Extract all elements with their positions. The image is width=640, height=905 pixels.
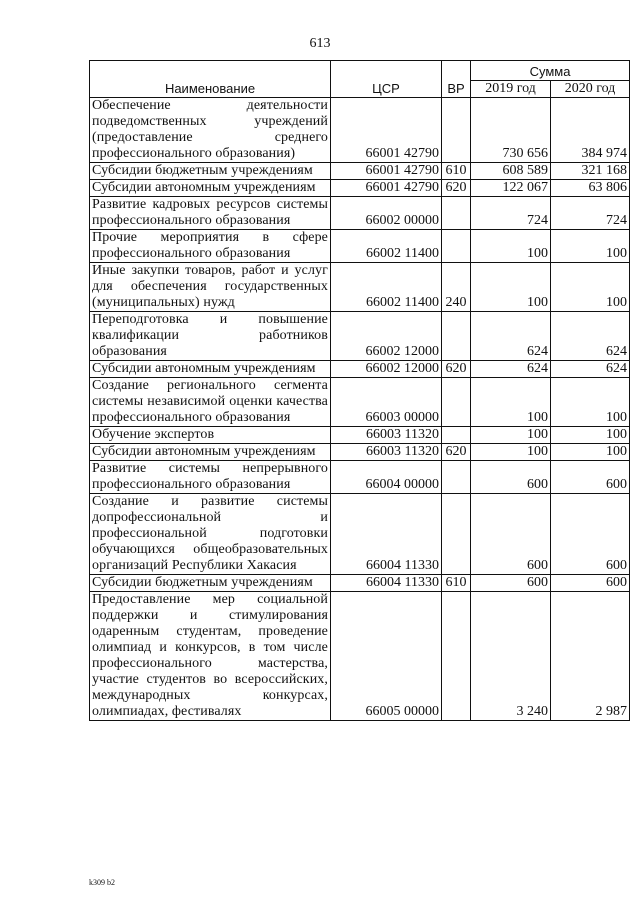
row-vr bbox=[442, 592, 471, 721]
row-csr: 66004 00000 bbox=[331, 461, 442, 494]
row-name: Предоставление мер социальной поддержки и стимулирования одаренным студентам, проведение олимпиад и конкурсов, в том числе профессионального мастерства, участие студентов во всероссийских, международных конкурсах, олимпиадах, фестивалях bbox=[90, 592, 331, 721]
row-name: Субсидии автономным учреждениям bbox=[90, 361, 331, 378]
table-row bbox=[90, 180, 630, 197]
row-name: Субсидии автономным учреждениям bbox=[90, 180, 331, 197]
header-year-2019: 2019 год bbox=[471, 80, 551, 97]
row-sum-2019: 100 bbox=[471, 427, 551, 444]
row-name: Обеспечение деятельности подведомственных учреждений (предоставление среднего профессионального образования) bbox=[90, 98, 331, 163]
row-name: Обучение экспертов bbox=[90, 427, 331, 444]
row-sum-2019: 100 bbox=[471, 263, 551, 312]
table-row bbox=[90, 427, 630, 444]
row-vr bbox=[442, 427, 471, 444]
row-sum-2019: 730 656 bbox=[471, 98, 551, 163]
budget-table bbox=[89, 60, 630, 721]
row-csr: 66003 11320 bbox=[331, 427, 442, 444]
row-sum-2020: 724 bbox=[551, 197, 630, 230]
row-sum-2020: 321 168 bbox=[551, 163, 630, 180]
page-number: 613 bbox=[309, 36, 331, 51]
row-sum-2019: 100 bbox=[471, 378, 551, 427]
table-row bbox=[90, 98, 630, 163]
row-csr: 66002 11400 bbox=[331, 263, 442, 312]
row-sum-2019: 100 bbox=[471, 230, 551, 263]
row-sum-2020: 100 bbox=[551, 378, 630, 427]
table-row bbox=[90, 263, 630, 312]
row-sum-2019: 600 bbox=[471, 461, 551, 494]
header-vr: ВР bbox=[442, 61, 471, 98]
row-vr: 620 bbox=[442, 180, 471, 197]
row-vr bbox=[442, 312, 471, 361]
table-row bbox=[90, 197, 630, 230]
table-row bbox=[90, 163, 630, 180]
row-sum-2019: 608 589 bbox=[471, 163, 551, 180]
row-csr: 66003 00000 bbox=[331, 378, 442, 427]
row-sum-2020: 600 bbox=[551, 494, 630, 575]
row-sum-2020: 600 bbox=[551, 575, 630, 592]
row-sum-2019: 600 bbox=[471, 494, 551, 575]
header-csr: ЦСР bbox=[331, 61, 442, 98]
row-sum-2020: 100 bbox=[551, 230, 630, 263]
footer-code: k309 b2 bbox=[89, 878, 115, 887]
row-sum-2020: 600 bbox=[551, 461, 630, 494]
row-vr: 620 bbox=[442, 444, 471, 461]
header-sum: Сумма bbox=[471, 61, 630, 81]
row-vr bbox=[442, 494, 471, 575]
row-vr: 620 bbox=[442, 361, 471, 378]
row-csr: 66002 12000 bbox=[331, 312, 442, 361]
table-row bbox=[90, 575, 630, 592]
row-sum-2019: 122 067 bbox=[471, 180, 551, 197]
table-row bbox=[90, 312, 630, 361]
row-csr: 66002 12000 bbox=[331, 361, 442, 378]
row-name: Субсидии бюджетным учреждениям bbox=[90, 163, 331, 180]
row-csr: 66004 11330 bbox=[331, 575, 442, 592]
row-sum-2020: 63 806 bbox=[551, 180, 630, 197]
row-csr: 66005 00000 bbox=[331, 592, 442, 721]
header-year-2020: 2020 год bbox=[551, 80, 630, 97]
row-sum-2020: 624 bbox=[551, 361, 630, 378]
row-vr bbox=[442, 197, 471, 230]
table-row bbox=[90, 461, 630, 494]
row-name: Создание регионального сегмента системы независимой оценки качества профессионального образования bbox=[90, 378, 331, 427]
table-row bbox=[90, 230, 630, 263]
header-name: Наименование bbox=[90, 61, 331, 98]
row-sum-2020: 100 bbox=[551, 444, 630, 461]
row-sum-2019: 100 bbox=[471, 444, 551, 461]
row-vr bbox=[442, 98, 471, 163]
row-sum-2020: 100 bbox=[551, 263, 630, 312]
row-name: Субсидии автономным учреждениям bbox=[90, 444, 331, 461]
row-sum-2020: 2 987 bbox=[551, 592, 630, 721]
row-name: Развитие кадровых ресурсов системы профессионального образования bbox=[90, 197, 331, 230]
row-name: Субсидии бюджетным учреждениям bbox=[90, 575, 331, 592]
row-sum-2020: 384 974 bbox=[551, 98, 630, 163]
table-row bbox=[90, 592, 630, 721]
row-name: Прочие мероприятия в сфере профессионального образования bbox=[90, 230, 331, 263]
row-vr bbox=[442, 378, 471, 427]
table-row bbox=[90, 361, 630, 378]
row-sum-2019: 624 bbox=[471, 312, 551, 361]
row-name: Иные закупки товаров, работ и услуг для обеспечения государственных (муниципальных) нужд bbox=[90, 263, 331, 312]
table-row bbox=[90, 494, 630, 575]
row-vr bbox=[442, 230, 471, 263]
row-vr bbox=[442, 461, 471, 494]
table-row bbox=[90, 444, 630, 461]
row-sum-2019: 724 bbox=[471, 197, 551, 230]
row-sum-2019: 3 240 bbox=[471, 592, 551, 721]
row-csr: 66002 00000 bbox=[331, 197, 442, 230]
row-vr: 610 bbox=[442, 575, 471, 592]
row-csr: 66004 11330 bbox=[331, 494, 442, 575]
row-sum-2020: 624 bbox=[551, 312, 630, 361]
row-sum-2019: 600 bbox=[471, 575, 551, 592]
row-csr: 66003 11320 bbox=[331, 444, 442, 461]
row-sum-2020: 100 bbox=[551, 427, 630, 444]
table-row bbox=[90, 378, 630, 427]
row-csr: 66001 42790 bbox=[331, 163, 442, 180]
row-name: Развитие системы непрерывного профессионального образования bbox=[90, 461, 331, 494]
row-vr: 610 bbox=[442, 163, 471, 180]
row-name: Создание и развитие системы допрофессиональной и профессиональной подготовки обучающихся общеобразовательных организаций Республики Хакасия bbox=[90, 494, 331, 575]
row-csr: 66001 42790 bbox=[331, 98, 442, 163]
row-csr: 66002 11400 bbox=[331, 230, 442, 263]
row-name: Переподготовка и повышение квалификации работников образования bbox=[90, 312, 331, 361]
row-csr: 66001 42790 bbox=[331, 180, 442, 197]
row-sum-2019: 624 bbox=[471, 361, 551, 378]
row-vr: 240 bbox=[442, 263, 471, 312]
